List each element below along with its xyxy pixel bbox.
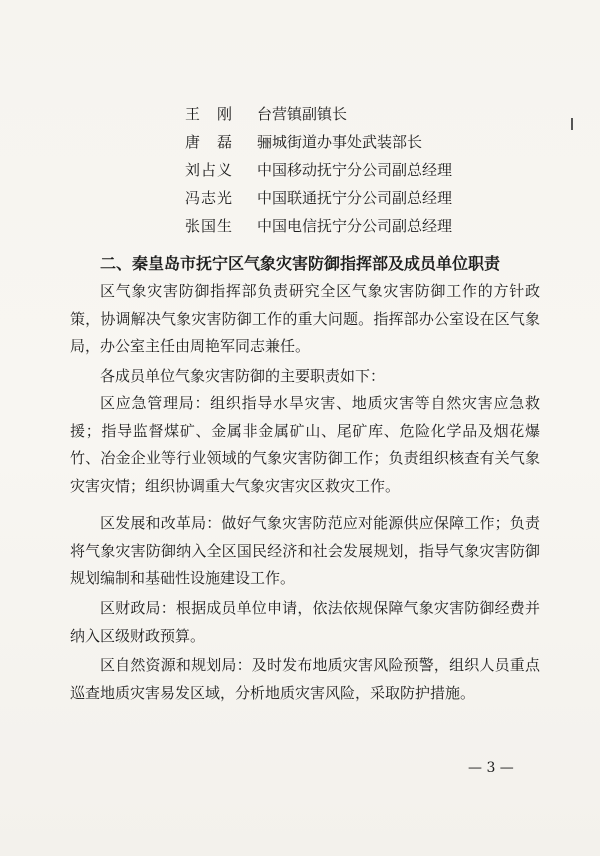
margin-mark [571, 118, 573, 130]
paragraph-resources-bureau: 区自然资源和规划局：及时发布地质灾害风险预警，组织人员重点巡查地质灾害易发区域，分析地质灾害风险，采取防护措施。 [70, 656, 540, 702]
member-row [185, 128, 565, 156]
member-title: 中国联通抚宁分公司副总经理 [257, 189, 453, 207]
member-name: 冯志光 [185, 189, 234, 207]
paragraph-finance-bureau: 区财政局：根据成员单位申请，依法依规保障气象灾害防御经费并纳入区级财政预算。 [70, 599, 540, 645]
paragraph-duties: 各成员单位气象灾害防御的主要职责如下： [100, 367, 386, 385]
member-title: 台营镇副镇长 [257, 105, 348, 123]
member-row [185, 184, 565, 212]
member-row [185, 212, 565, 240]
member-row [185, 156, 565, 184]
member-title: 骊城街道办事处武装部长 [257, 133, 423, 151]
section-heading: 二、秦皇岛市抚宁区气象灾害防御指挥部及成员单位职责 [100, 254, 501, 273]
member-list [185, 100, 565, 240]
paragraph-emergency-bureau: 区应急管理局：组织指导水旱灾害、地质灾害等自然灾害应急救援；指导监督煤矿、金属非金属矿山、尾矿库、危险化学品及烟花爆竹、冶金企业等行业领域的气象灾害防御工作；负责组织核查有关气象灾害灾情；组织协调重大气象灾害灾区救灾工作。 [70, 394, 540, 495]
member-name: 王 刚 [185, 105, 234, 123]
member-title: 中国电信抚宁分公司副总经理 [257, 217, 453, 235]
member-title: 中国移动抚宁分公司副总经理 [257, 161, 453, 179]
page-number: — 3 — [468, 760, 514, 776]
paragraph-intro: 区气象灾害防御指挥部负责研究全区气象灾害防御工作的方针政策，协调解决气象灾害防御工作的重大问题。指挥部办公室设在区气象局，办公室主任由周艳军同志兼任。 [70, 282, 540, 355]
member-name: 张国生 [185, 217, 234, 235]
member-name: 刘占义 [185, 161, 234, 179]
member-row [185, 100, 565, 128]
member-name: 唐 磊 [185, 133, 234, 151]
paragraph-development-bureau: 区发展和改革局：做好气象灾害防范应对能源供应保障工作；负责将气象灾害防御纳入全区国民经济和社会发展规划，指导气象灾害防御规划编制和基础性设施建设工作。 [70, 514, 540, 587]
